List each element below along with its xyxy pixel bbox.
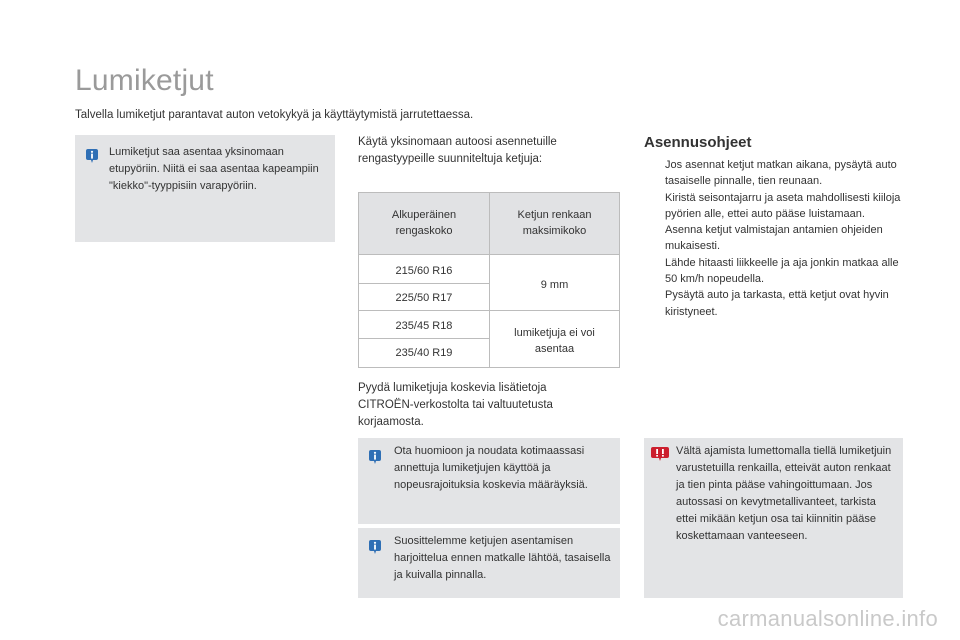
list-item: Pysäytä auto ja tarkasta, että ketjut ovat hyvin kiristyneet. (665, 289, 889, 318)
table-cell-size: 235/40 R19 (395, 347, 453, 359)
page-title: Lumiketjut (75, 64, 214, 97)
info-icon (368, 449, 382, 465)
info-note-regulations (358, 438, 620, 524)
warning-icon (650, 446, 670, 462)
chain-usage-text: Käytä yksinomaan autoosi asennetuille rengastyypeille suunniteltuja ketjuja: (358, 136, 557, 165)
table-cell-max: 9 mm (540, 279, 569, 291)
note-text: Lumiketjut saa asentaa yksinomaan etupyöriin. Niitä ei saa asentaa kapeampiin "kiekko"-tyyppisiin varapyöriin. (109, 146, 319, 192)
table-cell-size: 215/60 R16 (395, 265, 453, 277)
list-item: Jos asennat ketjut matkan aikana, pysäytä auto tasaiselle pinnalle, tien reunaan. (665, 159, 897, 188)
list-item: Lähde hitaasti liikkeelle ja aja jonkin matkaa alle 50 km/h nopeudella. (665, 256, 899, 286)
list-item: Kiristä seisontajarru ja aseta mahdollisesti kiiloja pyörien alle, ettei auto pääse luistamaan. (665, 191, 901, 220)
info-note-left (75, 135, 335, 242)
info-note-practice (358, 528, 620, 598)
table-cell-size: 235/45 R18 (395, 320, 453, 332)
note-text: Ota huomioon ja noudata kotimaassasi annettuja lumiketjujen käyttöä ja nopeusrajoituksia koskevia määräyksiä. (394, 445, 588, 491)
table-cell-size: 225/50 R17 (395, 292, 453, 304)
table-header-original-size: Alkuperäinen rengaskoko (391, 209, 457, 237)
citroen-info-text: Pyydä lumiketjuja koskevia lisätietoja CITROËN-verkostolta tai valtuutetusta korjaamosta. (358, 382, 553, 428)
table-header-max-size: Ketjun renkaan maksimikoko (517, 209, 592, 237)
info-icon (368, 539, 382, 555)
intro-text: Talvella lumiketjut parantavat auton vetokykyä ja käyttäytymistä jarrutettaessa. (75, 109, 474, 121)
installation-steps (644, 157, 906, 320)
tire-size-table (358, 192, 620, 368)
list-item: Asenna ketjut valmistajan antamien ohjeiden mukaisesti. (665, 224, 883, 253)
watermark: carmanualsonline.info (717, 606, 938, 631)
table-header-cell (359, 193, 489, 254)
note-text: Vältä ajamista lumettomalla tiellä lumiketjuin varustetuilla renkailla, etteivät auton renkaat ja tien pinta pääse vahingoittumaan. Jos autossasi on kevytmetallivanteet, tarkista ettei mikään ketjun osa tai kiinnitin pääse koskettamaan vanteeseen. (676, 445, 892, 542)
section-title: Asennusohjeet (644, 134, 752, 151)
warning-note (644, 438, 903, 598)
table-cell-max: lumiketjuja ei voi asentaa (514, 327, 595, 355)
info-icon (85, 148, 99, 164)
note-text: Suosittelemme ketjujen asentamisen harjoittelua ennen matkalle lähtöä, tasaisella ja kuivalla pinnalla. (394, 535, 611, 581)
table-header-cell (490, 193, 619, 254)
